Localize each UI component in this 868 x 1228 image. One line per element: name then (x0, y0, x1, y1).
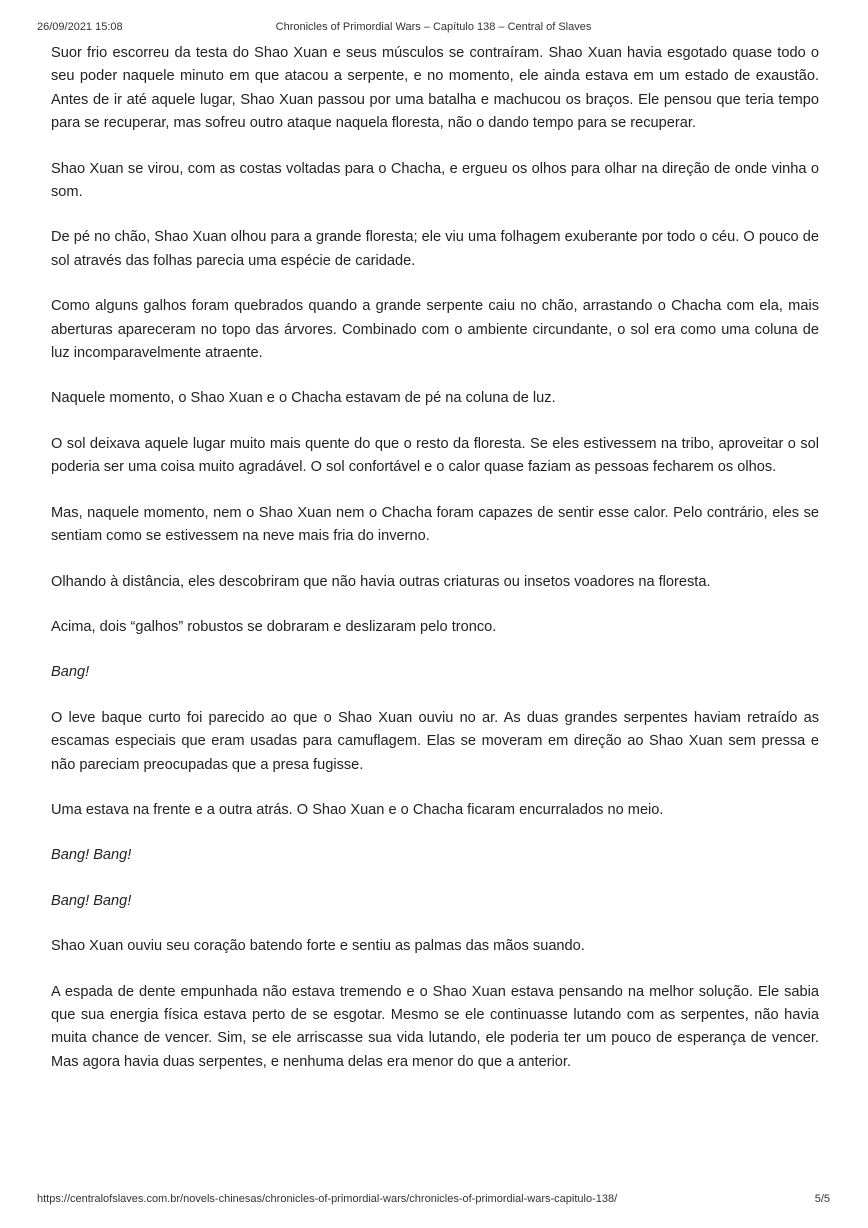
paragraph: De pé no chão, Shao Xuan olhou para a grande floresta; ele viu uma folhagem exuberante por todo o céu. O pouco de sol através das folhas parecia uma espécie de caridade. (51, 229, 819, 269)
print-footer (37, 1193, 830, 1205)
paragraph: Shao Xuan se virou, com as costas voltadas para o Chacha, e ergueu os olhos para olhar na direção de onde vinha o som. (51, 160, 819, 201)
paragraph: Mas, naquele momento, nem o Shao Xuan nem o Chacha foram capazes de sentir esse calor. Pelo contrário, eles se sentiam como se estivessem na neve mais fria do inverno. (51, 504, 819, 545)
paragraph: A espada de dente empunhada não estava tremendo e o Shao Xuan estava pensando na melhor solução. Ele sabia que sua energia física estava perto de se esgotar. Mesmo se ele continuasse lutando com as serpentes, não havia muita chance de vencer. Sim, se ele arriscasse sua vida lutando, ele poderia ter um pouco de esperança de vencer. Mas agora havia duas serpentes, e nenhuma delas era menor do que a anterior. (51, 983, 819, 1070)
paragraph-italic: Bang! Bang! (51, 892, 132, 909)
print-page-number: 5/5 (814, 1193, 830, 1205)
print-header (37, 21, 830, 33)
paragraph: Naquele momento, o Shao Xuan e o Chacha estavam de pé na coluna de luz. (51, 390, 556, 407)
print-url: https://centralofslaves.com.br/novels-chinesas/chronicles-of-primordial-wars/chronicles-of-primordial-wars-capitulo-138/ (37, 1193, 618, 1205)
chapter-body (51, 42, 819, 1096)
paragraph: Acima, dois “galhos” robustos se dobraram e deslizaram pelo tronco. (51, 618, 497, 635)
paragraph: Olhando à distância, eles descobriram que não havia outras criaturas ou insetos voadores na floresta. (51, 573, 711, 590)
paragraph: O sol deixava aquele lugar muito mais quente do que o resto da floresta. Se eles estivessem na tribo, aproveitar o sol poderia ser uma coisa muito agradável. O sol confortável e o calor quase faziam as pessoas fecharem os olhos. (51, 435, 819, 476)
paragraph: Como alguns galhos foram quebrados quando a grande serpente caiu no chão, arrastando o Chacha com ela, mais aberturas apareceram no topo das árvores. Combinado com o ambiente circundante, o sol era como uma coluna de luz incomparavelmente atraente. (51, 298, 819, 362)
paragraph: Uma estava na frente e a outra atrás. O Shao Xuan e o Chacha ficaram encurralados no meio. (51, 801, 664, 818)
print-datetime: 26/09/2021 15:08 (37, 21, 123, 33)
paragraph-italic: Bang! Bang! (51, 847, 132, 864)
print-page-title: Chronicles of Primordial Wars – Capítulo 138 – Central of Slaves (275, 21, 592, 33)
paragraph-italic: Bang! (51, 664, 90, 681)
paragraph: Suor frio escorreu da testa do Shao Xuan e seus músculos se contraíram. Shao Xuan havia esgotado quase todo o seu poder naquele minuto em que atacou a serpente, e no momento, ele ainda estava em um estado de exaustão. Antes de ir até aquele lugar, Shao Xuan passou por uma batalha e machucou os braços. Ele pensou que teria tempo para se recuperar, mas sofreu outro ataque naquela floresta, não o dando tempo para se recuperar. (51, 45, 819, 132)
paragraph: Shao Xuan ouviu seu coração batendo forte e sentiu as palmas das mãos suando. (51, 938, 585, 955)
paragraph: O leve baque curto foi parecido ao que o Shao Xuan ouviu no ar. As duas grandes serpentes haviam retraído as escamas especiais que eram usadas para camuflagem. Elas se moveram em direção ao Shao Xuan sem pressa e não pareciam preocupadas que a presa fugisse. (51, 709, 819, 773)
